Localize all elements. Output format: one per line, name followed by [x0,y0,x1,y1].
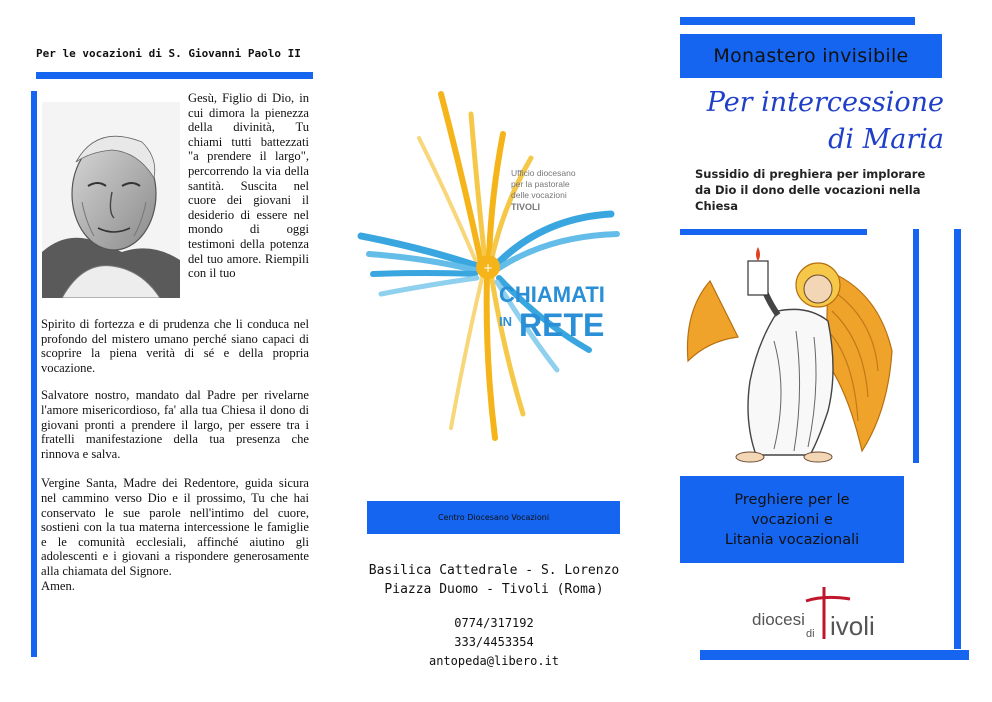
monastery-title: Monastero invisibile [713,45,909,67]
prayer-paragraph-1-top: Gesù, Figlio di Dio, in cui dimora la pienezza della divinità, Tu chiami tutti battezzati "a prendere il largo", percorrendo la via della santità. Suscita nel cuore dei giovani il desiderio di essere nel mondo di oggi testimoni della potenza del tuo amore. Riempili con il tuo [188,91,309,281]
phone-2: 333/4453354 [454,635,534,649]
angel-illustration [678,241,902,472]
prayer-amen: Amen. [41,578,75,593]
script-title [660,84,944,158]
address-line-1: Basilica Cattedrale - S. Lorenzo [368,563,620,578]
left-side-bar [31,91,37,657]
chiamati-in-rete-logo [353,88,631,466]
center-label: Centro Diocesano Vocazioni [437,513,550,522]
script-line-1: Per intercessione [706,87,944,118]
prayer-paragraph-3 [41,476,309,593]
subsidio-text: Sussidio di preghiera per implorare da Dio il dono delle vocazioni nella Chiesa [695,167,926,213]
logo-in: IN [499,314,512,329]
diocesi-tivoli: ivoli [830,611,875,641]
logo-chiamati: CHIAMATI [499,282,605,307]
address-block [355,561,633,599]
email: antopeda@libero.it [428,654,560,668]
address-line-2: Piazza Duomo - Tivoli (Roma) [384,582,604,597]
prayers-line-3: Litania vocazionali [724,531,860,548]
logo-office-line4: TIVOLI [511,202,540,212]
prayer-paragraph-3-text: Vergine Santa, Madre dei Redentore, guida sicura nel cammino verso Dio e il prossimo, Tu che hai conservato le sue parole nell'intimo del cuore, sostieni con la tua materna intercessione le famiglie e le comunità ecclesiali, affinché aiutino gli adolescenti e i giovani a rispondere generosamente alla chiamata del Signore. [41,476,309,578]
right-side-bar-1 [913,229,919,463]
prayer-paragraph-2: Salvatore nostro, mandato dal Padre per rivelarne l'amore misericordioso, fa' alla tua Chiesa il dono di giovani pronti a prendere il largo, per essere tra i fratelli manifestazione della tua presenza che rinnova e salva. [41,388,309,461]
prayer-text-bottom [41,317,309,593]
diocesi-word: diocesi [752,610,805,629]
left-title-underline [36,72,313,79]
logo-office-line2: per la pastorale [511,179,570,189]
script-line-2: di Maria [828,124,944,155]
angel-top-bar [680,229,867,235]
svg-text:+: + [482,261,494,275]
center-label-box [367,501,620,534]
diocesi-di-tivoli-logo [752,579,912,645]
prayers-title-box [680,476,904,563]
monastery-title-box [680,34,942,78]
prayers-line-2: vocazioni e [751,511,833,528]
phone-1: 0774/317192 [454,616,534,630]
prayers-line-1: Preghiere per le [734,491,850,508]
right-bottom-bar [700,650,969,660]
logo-office-line1: Ufficio diocesano [511,168,576,178]
right-side-bar-2 [954,229,961,649]
pope-portrait [42,102,180,298]
right-top-bar [680,17,915,25]
diocesi-di: di [806,628,815,640]
logo-office-line3: delle vocazioni [511,190,567,200]
logo-rete: RETE [519,307,605,343]
prayer-paragraph-1-rest: Spirito di fortezza e di prudenza che li conduca nel profondo del mistero umano perché siano capaci di scoprire la piena verità di sé e della propria vocazione. [41,317,309,375]
contacts-block [355,614,633,671]
left-panel-title: Per le vocazioni di S. Giovanni Paolo II [36,47,301,60]
prayer-text-top [188,91,309,281]
